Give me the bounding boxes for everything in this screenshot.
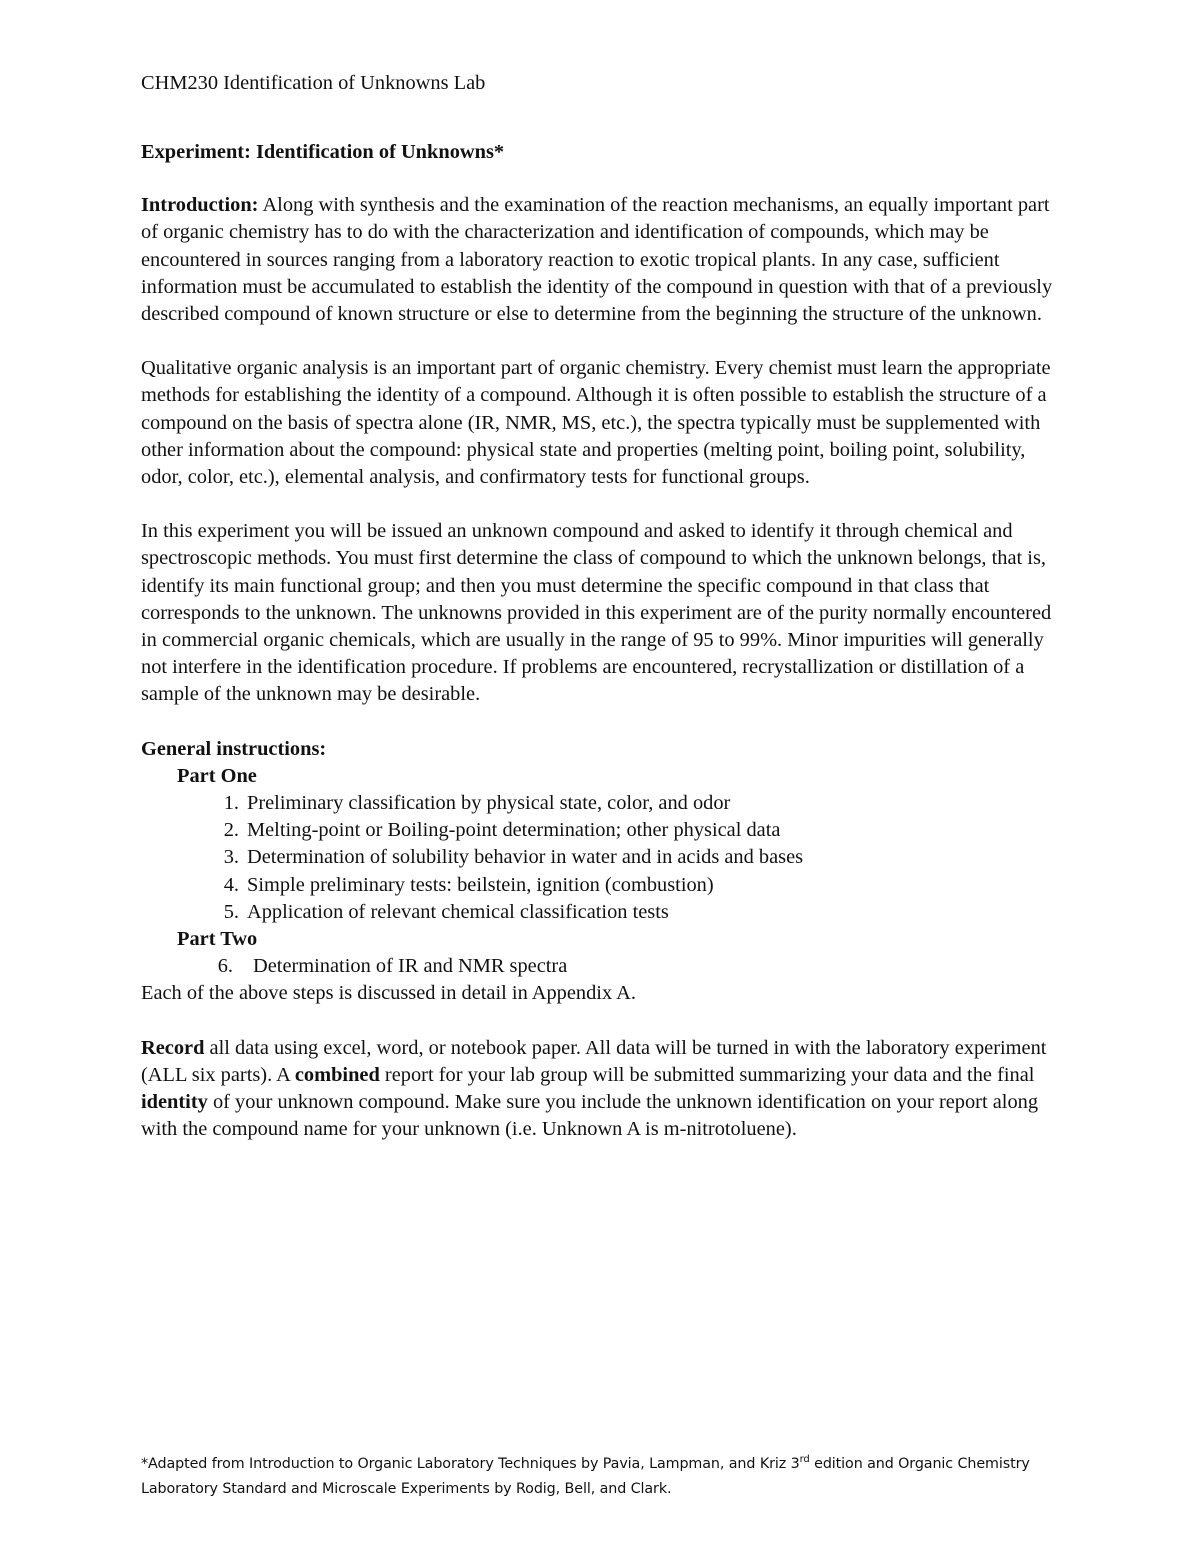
combined-bold: combined xyxy=(294,1063,380,1086)
step-text: Determination of IR and NMR spectra xyxy=(253,955,568,978)
appendix-note: Each of the above steps is discussed in detail in Appendix A. xyxy=(141,982,636,1005)
introduction-text: Along with synthesis and the examination of the reaction mechanisms, an equally important part of organic chemistry has to do with the characterization and identification of compounds, which may be encountered in sources ranging from a laboratory reaction to exotic tropical plants. In any case, sufficient information must be accumulated to establish the identity of the compound in question with that of a previously described compound of known structure or else to determine from the beginning the structure of the unknown. xyxy=(141,194,1053,326)
record-bold: Record xyxy=(141,1036,205,1059)
experiment-title: Experiment: Identification of Unknowns* xyxy=(141,141,505,163)
general-instructions-heading: General instructions: xyxy=(141,737,327,760)
step-number: 5. xyxy=(223,900,239,923)
document-page xyxy=(141,70,1071,1144)
step-text: Simple preliminary tests: beilstein, ignition (combustion) xyxy=(247,873,714,896)
list-item xyxy=(141,872,1071,899)
footnote xyxy=(141,1452,1081,1502)
part-two-heading: Part Two xyxy=(177,928,258,951)
list-item xyxy=(141,790,1071,817)
list-item xyxy=(141,899,1071,926)
part-two-steps xyxy=(141,953,1071,980)
record-text-1: all data using excel, word, or notebook paper. All data will be turned in with the laboratory experiment (ALL six parts). A xyxy=(141,1036,1047,1086)
step-number: 6. xyxy=(217,955,233,978)
step-number: 3. xyxy=(223,846,239,869)
step-number: 1. xyxy=(223,792,239,815)
step-text: Preliminary classification by physical state, color, and odor xyxy=(247,792,731,815)
step-number: 4. xyxy=(223,873,239,896)
record-paragraph xyxy=(141,1035,1071,1144)
record-text-3: of your unknown compound. Make sure you include the unknown identification on your report along with the compound name for your unknown (i.e. Unknown A is m-nitrotoluene). xyxy=(141,1091,1039,1141)
part-one-steps xyxy=(141,790,1071,926)
experiment-paragraph: In this experiment you will be issued an unknown compound and asked to identify it through chemical and spectroscopic methods. You must first determine the class of compound to which the unknown belongs, that is, identify its main functional group; and then you must determine the specific compound in that class that corresponds to the unknown. The unknowns provided in this experiment are of the purity normally encountered in commercial organic chemicals, which are usually in the range of 95 to 99%. Minor impurities will generally not interfere in the identification procedure. If problems are encountered, recrystallization or distillation of a sample of the unknown may be desirable. xyxy=(141,520,1052,706)
step-text: Determination of solubility behavior in water and in acids and bases xyxy=(247,846,804,869)
identity-bold: identity xyxy=(141,1091,208,1114)
analysis-paragraph: Qualitative organic analysis is an important part of organic chemistry. Every chemist must learn the appropriate methods for establishing the identity of a compound. Although it is often possible to establish the structure of a compound on the basis of spectra alone (IR, NMR, MS, etc.), the spectra typically must be supplemented with other information about the compound: physical state and properties (melting point, boiling point, solubility, odor, color, etc.), elemental analysis, and confirmatory tests for functional groups. xyxy=(141,357,1051,489)
introduction-paragraph xyxy=(141,192,1071,328)
list-item xyxy=(141,844,1071,871)
part-one-heading: Part One xyxy=(177,764,257,787)
introduction-label: Introduction: xyxy=(141,194,259,217)
step-text: Melting-point or Boiling-point determination; other physical data xyxy=(247,819,781,842)
step-text: Application of relevant chemical classification tests xyxy=(247,900,669,923)
list-item xyxy=(141,953,1071,980)
step-number: 2. xyxy=(223,819,239,842)
record-text-2: report for your lab group will be submitted summarizing your data and the final xyxy=(379,1063,1035,1086)
footnote-text-1: *Adapted from Introduction to Organic Laboratory Techniques by Pavia, Lampman, and Kriz 3 xyxy=(141,1456,800,1473)
course-header: CHM230 Identification of Unknowns Lab xyxy=(141,72,486,94)
footnote-text-2: edition and Organic Chemistry Laboratory Standard and Microscale Experiments by Rodig, Bell, and Clark. xyxy=(141,1456,1030,1498)
footnote-superscript: rd xyxy=(799,1454,810,1466)
list-item xyxy=(141,817,1071,844)
